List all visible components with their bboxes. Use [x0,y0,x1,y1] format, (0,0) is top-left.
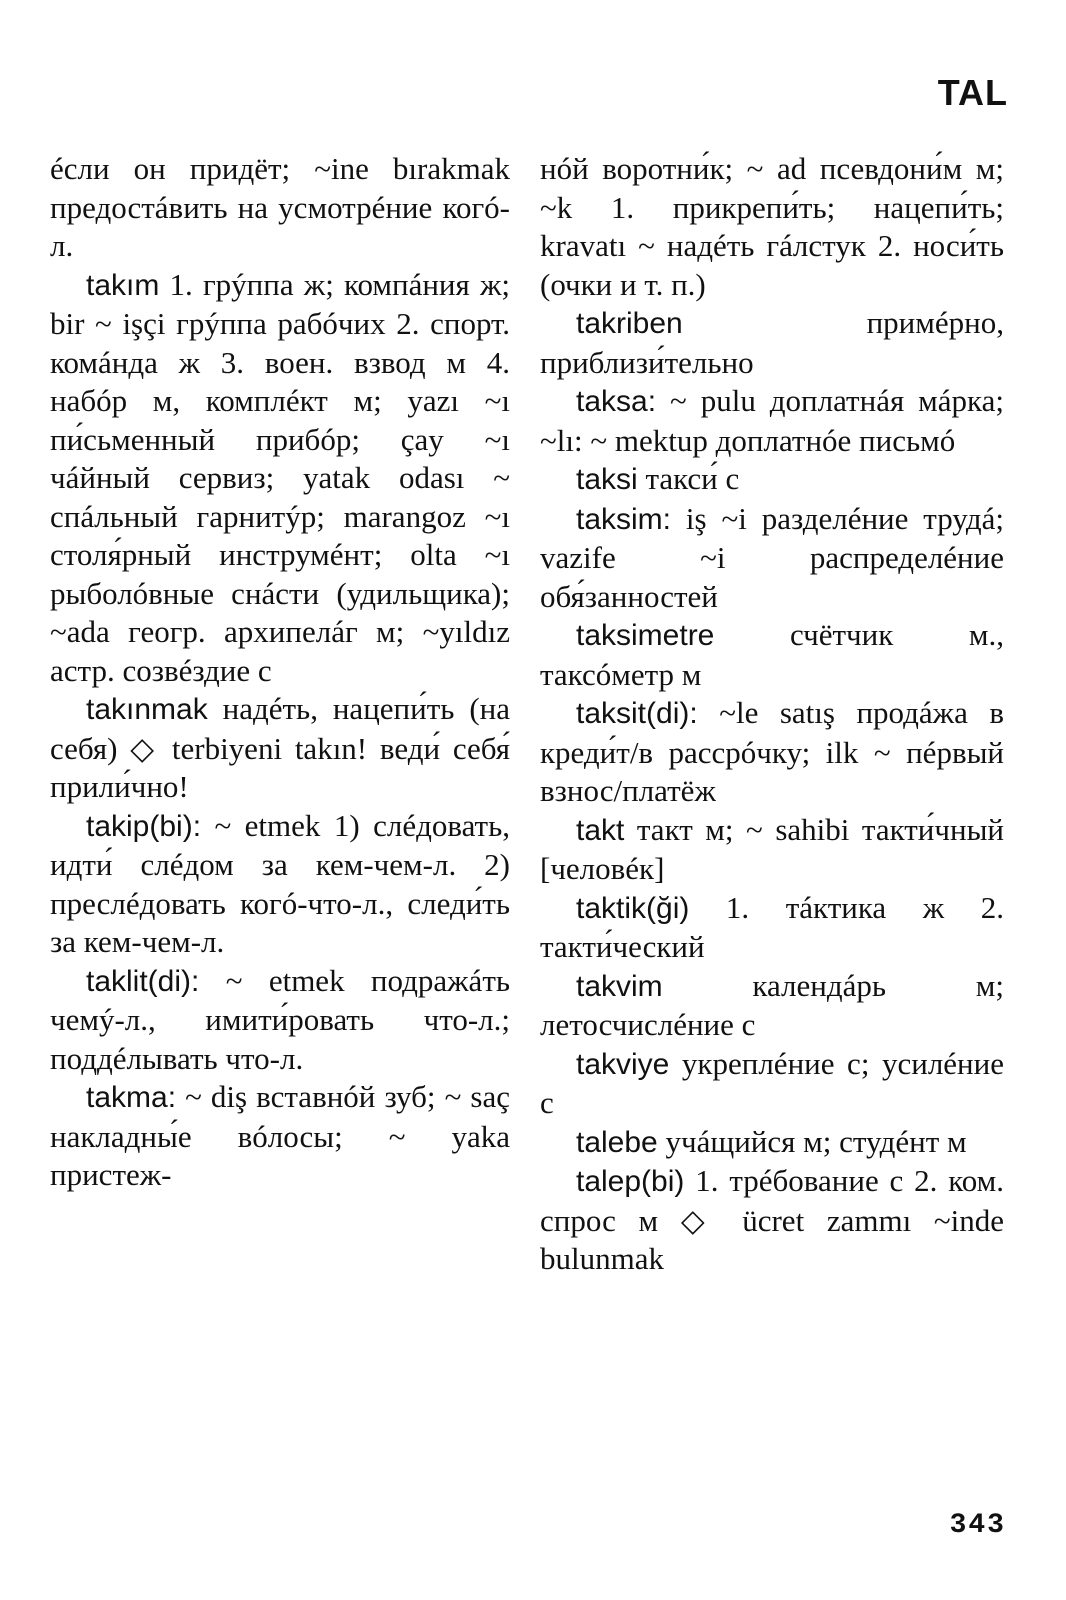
entry-definition: учáщийся м; студéнт м [657,1123,967,1159]
dictionary-entry [50,1078,510,1195]
entry-definition: такт м; ~ sahibi такти́чный [человéк] [540,811,1004,886]
dictionary-column-right [540,150,1004,1279]
dictionary-entry [540,1162,1004,1279]
entry-definition: ~le satış продáжа в креди́т/в рассрóчку; ilk ~ пéрвый взнос/платёж [540,695,1004,808]
entry-headword: takviye [576,1047,670,1081]
page-number: 343 [949,1510,1006,1541]
entry-definition: счётчик м., таксóметр м [540,617,1004,692]
entry-definition: надéть, нацепи́ть (на себя) ◇ terbiyeni takın! веди́ себя́ прили́чно! [50,691,510,804]
entry-headword: taksim: [576,502,672,536]
dictionary-entry [50,962,510,1079]
entry-definition: 1. грýппа ж; компáния ж; bir ~ işçi грýппа рабóчих 2. спорт. комáнда ж 3. воен. взвод м 4. набóр м, комплéкт м; yazı ~ı пи́сьменный прибóр; çay ~ı чáйный сервиз; yatak odası ~ спáльный гарнитýр; marangoz ~ı столя́рный инструмéнт; olta ~ı рыболóвные снáсти (удильщика); ~ada геогр. архипелáг м; ~yıldız астр. созвéздие с [50,266,510,688]
entry-headword: taksa: [576,385,657,418]
dictionary-entry [540,967,1004,1045]
entry-headword: talebe [576,1125,658,1159]
dictionary-entry [540,889,1004,967]
entry-headword: takip(bi): [86,809,202,843]
entry-definition: календáрь м; летосчислéние с [540,967,1004,1042]
dictionary-entry [540,616,1004,694]
dictionary-column-left [50,150,510,1195]
entry-definition: ~ diş вставнóй зуб; ~ saç накладны́е вóлосы; ~ yaka пристеж- [50,1079,510,1192]
dictionary-entry [540,811,1004,889]
entry-definition: нóй воротни́к; ~ ad псевдони́м м; ~k 1. прикрепи́ть; нацепи́ть; kravatı ~ надéть гáлстук 2. носи́ть (очки и т. п.) [540,151,1004,302]
dictionary-entry [50,807,510,962]
dictionary-entry [540,304,1004,382]
entry-continuation [50,150,510,266]
entry-headword: taksimetre [576,619,715,652]
entry-headword: takım [86,268,160,302]
running-head: TAL [937,72,1008,113]
dictionary-entry [540,382,1004,460]
dictionary-entry [50,266,510,691]
entry-headword: takriben [576,307,683,340]
entry-headword: takınmak [86,693,208,726]
entry-definition: такси́ с [637,461,740,496]
entry-headword: taksit(di): [576,697,698,730]
entry-definition: ~ etmek 1) слéдовать, идти́ слéдом за кем-чем-л. 2) преслéдовать когó-что-л., следи́ть за кем-чем-л. [50,807,510,959]
dictionary-entry [540,460,1004,500]
entry-definition: ~ pulu доплатнáя мáрка; ~lı: ~ mektup доплатнóе письмó [540,383,1004,458]
entry-headword: taktik(ği) [576,891,690,925]
dictionary-entry [540,1123,1004,1163]
entry-definition: 1. трéбование с 2. ком. спрос м ◇ ücret zammı ~inde bulunmak [540,1163,1004,1276]
entry-definition: ~ etmek подражáть чемý-л., имити́ровать что-л.; поддéлывать что-л. [50,962,510,1076]
entry-definition: укреплéние с; усилéние с [540,1045,1004,1120]
entry-definition: 1. тáктика ж 2. такти́ческий [540,889,1004,964]
entry-definition: примéрно, приблизи́тельно [540,305,1004,380]
entry-headword: takma: [86,1081,177,1114]
dictionary-entry [50,690,510,807]
dictionary-entry [540,500,1004,617]
dictionary-entry [540,694,1004,811]
dictionary-entry [540,1045,1004,1123]
entry-headword: taksi [576,463,638,496]
entry-definition: iş ~i разделéние трудá; vazife ~i распределéние обя́занностей [540,500,1004,614]
entry-headword: takt [576,813,625,847]
entry-headword: taklit(di): [86,964,200,998]
entry-continuation [540,150,1004,304]
entry-headword: talep(bi) [576,1165,685,1198]
entry-definition: éсли он придёт; ~ine bırakmak предостáвить на усмотрéние когó-л. [50,151,510,263]
entry-headword: takvim [576,969,663,1003]
